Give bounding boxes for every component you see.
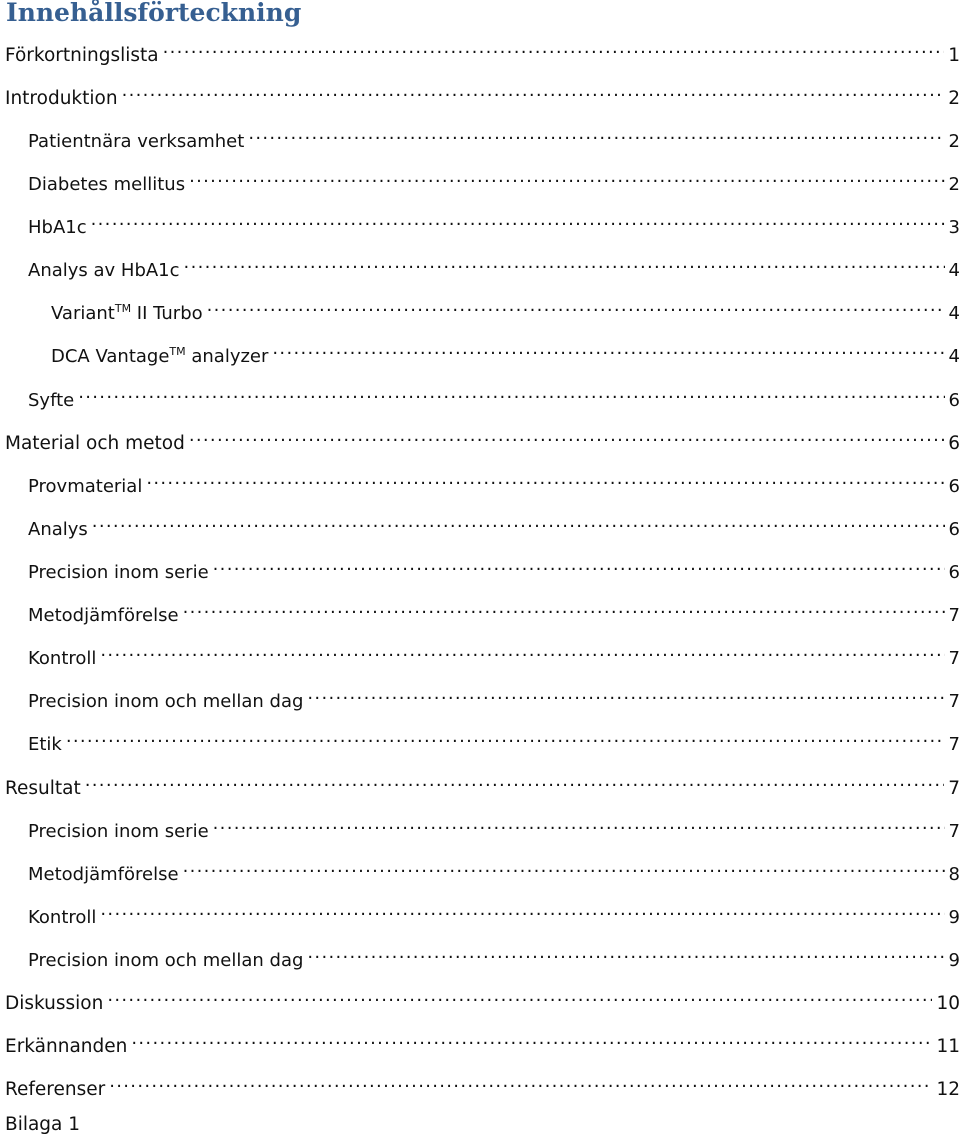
toc-entry-label: Erkännanden <box>5 1036 128 1057</box>
dot-leader <box>183 595 945 621</box>
toc-entry-page: 6 <box>948 476 960 497</box>
toc-entry-provmaterial[interactable] <box>28 466 960 497</box>
toc-entry-page: 8 <box>948 864 960 885</box>
toc-entry-analys[interactable] <box>28 509 960 540</box>
toc-entry-kontroll[interactable] <box>28 638 960 669</box>
trademark-sup: TM <box>169 345 186 358</box>
toc-entry-patientnara-verksamhet[interactable] <box>28 121 960 152</box>
toc-entry-label: Analys av HbA1c <box>28 260 180 281</box>
toc-entry-page: 10 <box>936 993 960 1014</box>
toc-entry-label: Material och metod <box>5 433 185 454</box>
toc-entry-precision-inom-serie[interactable] <box>28 552 960 583</box>
dot-leader <box>307 940 944 966</box>
toc-entry-material-och-metod[interactable] <box>5 423 960 454</box>
toc-entry-page: 6 <box>948 390 960 411</box>
toc-entry-syfte[interactable] <box>28 380 960 411</box>
dot-leader <box>307 681 944 707</box>
dot-leader <box>122 78 945 104</box>
toc-entry-diabetes-mellitus[interactable] <box>28 164 960 195</box>
dot-leader <box>189 423 944 449</box>
toc-entry-page: 4 <box>948 346 960 367</box>
toc-entry-label: HbA1c <box>28 217 87 238</box>
toc-entry-label: Kontroll <box>28 907 97 928</box>
toc-entry-label: Syfte <box>28 390 75 411</box>
toc-entry-label: Analys <box>28 519 88 540</box>
dot-leader <box>100 897 944 923</box>
toc-entry-label: Metodjämförelse <box>28 864 179 885</box>
dot-leader <box>213 811 945 837</box>
toc-entry-label: Precision inom och mellan dag <box>28 950 304 971</box>
toc-entry-forkortningslista[interactable] <box>5 35 960 66</box>
dot-leader <box>91 207 945 233</box>
toc-entry-label: Precision inom serie <box>28 562 209 583</box>
toc-entry-diskussion[interactable] <box>5 983 960 1014</box>
dot-leader <box>107 983 932 1009</box>
toc-entry-page: 7 <box>948 778 960 799</box>
toc-entry-dca-vantage-analyzer[interactable] <box>51 336 960 367</box>
toc-entry-hba1c[interactable] <box>28 207 960 238</box>
appendix-label: Bilaga 1 <box>5 1114 81 1135</box>
dot-leader <box>272 336 944 362</box>
toc-entry-analys-av-hba1c[interactable] <box>28 250 960 281</box>
toc-entry-precision-inom-och-mellan-dag[interactable] <box>28 681 960 712</box>
dot-leader <box>100 638 944 664</box>
toc-entry-label-main: Variant <box>51 303 115 324</box>
toc-entry-label-suffix: analyzer <box>185 346 269 367</box>
toc-entry-erkannanden[interactable] <box>5 1026 960 1057</box>
toc-entry-page: 6 <box>948 433 960 454</box>
toc-entry-page: 7 <box>948 691 960 712</box>
toc-entry-variant-ii-turbo[interactable] <box>51 293 960 324</box>
dot-leader <box>78 380 944 406</box>
dot-leader <box>248 121 944 147</box>
dot-leader <box>213 552 945 578</box>
toc-entry-referenser[interactable] <box>5 1069 960 1100</box>
dot-leader <box>189 164 944 190</box>
toc-entry-label: Referenser <box>5 1079 106 1100</box>
toc-entry-page: 12 <box>936 1079 960 1100</box>
dot-leader <box>85 768 944 794</box>
toc-entry-resultat-kontroll[interactable] <box>28 897 960 928</box>
toc-entry-label: Etik <box>28 734 62 755</box>
toc-entry-page: 1 <box>948 45 960 66</box>
toc-entry-page: 7 <box>948 821 960 842</box>
toc-entry-page: 6 <box>948 519 960 540</box>
toc-entry-page: 2 <box>948 88 960 109</box>
toc-entry-label: Introduktion <box>5 88 118 109</box>
toc-entry-page: 3 <box>948 217 960 238</box>
dot-leader <box>92 509 945 535</box>
dot-leader <box>184 250 945 276</box>
dot-leader <box>146 466 944 492</box>
toc-entry-label: Precision inom och mellan dag <box>28 691 304 712</box>
toc-entry-etik[interactable] <box>28 724 960 755</box>
toc-entry-page: 7 <box>948 734 960 755</box>
dot-leader <box>183 854 945 880</box>
toc-entry-page: 9 <box>948 950 960 971</box>
toc-entry-page: 9 <box>948 907 960 928</box>
trademark-sup: TM <box>114 302 132 315</box>
toc-entry-resultat-precision-inom-serie[interactable] <box>28 811 960 842</box>
dot-leader <box>207 293 945 319</box>
toc-entry-label: Metodjämförelse <box>28 605 179 626</box>
toc-entry-page: 11 <box>936 1036 960 1057</box>
toc-entry-page: 4 <box>948 303 960 324</box>
toc-entry-page: 7 <box>948 605 960 626</box>
dot-leader <box>66 724 945 750</box>
toc-entry-label: Kontroll <box>28 648 97 669</box>
toc-entry-page: 6 <box>948 562 960 583</box>
toc-entry-page: 2 <box>948 131 960 152</box>
toc-entry-label: Precision inom serie <box>28 821 209 842</box>
toc-entry-label: Provmaterial <box>28 476 143 497</box>
toc-title: Innehållsförteckning <box>6 0 302 27</box>
toc-entry-label <box>51 301 207 327</box>
toc-entry-label-main: DCA Vantage <box>51 346 170 367</box>
toc-entry-label <box>51 344 272 370</box>
toc-entry-label-suffix: II Turbo <box>131 303 203 324</box>
dot-leader <box>163 35 945 61</box>
toc-entry-page: 7 <box>948 648 960 669</box>
dot-leader <box>109 1069 932 1095</box>
toc-entry-label: Patientnära verksamhet <box>28 131 245 152</box>
toc-entry-page: 4 <box>948 260 960 281</box>
toc-entry-label: Resultat <box>5 778 81 799</box>
toc-entry-resultat-precision-inom-och-mellan-dag[interactable] <box>28 940 960 971</box>
toc-entry-introduktion[interactable] <box>5 78 960 109</box>
toc-entry-resultat[interactable] <box>5 768 960 799</box>
toc-entry-resultat-metodjamforelse[interactable] <box>28 854 960 885</box>
toc-entry-metodjamforelse[interactable] <box>28 595 960 626</box>
toc-entry-label: Diskussion <box>5 993 104 1014</box>
toc-entry-label: Diabetes mellitus <box>28 174 186 195</box>
toc-entry-label: Förkortningslista <box>5 45 159 66</box>
toc-entry-page: 2 <box>948 174 960 195</box>
dot-leader <box>131 1026 932 1052</box>
